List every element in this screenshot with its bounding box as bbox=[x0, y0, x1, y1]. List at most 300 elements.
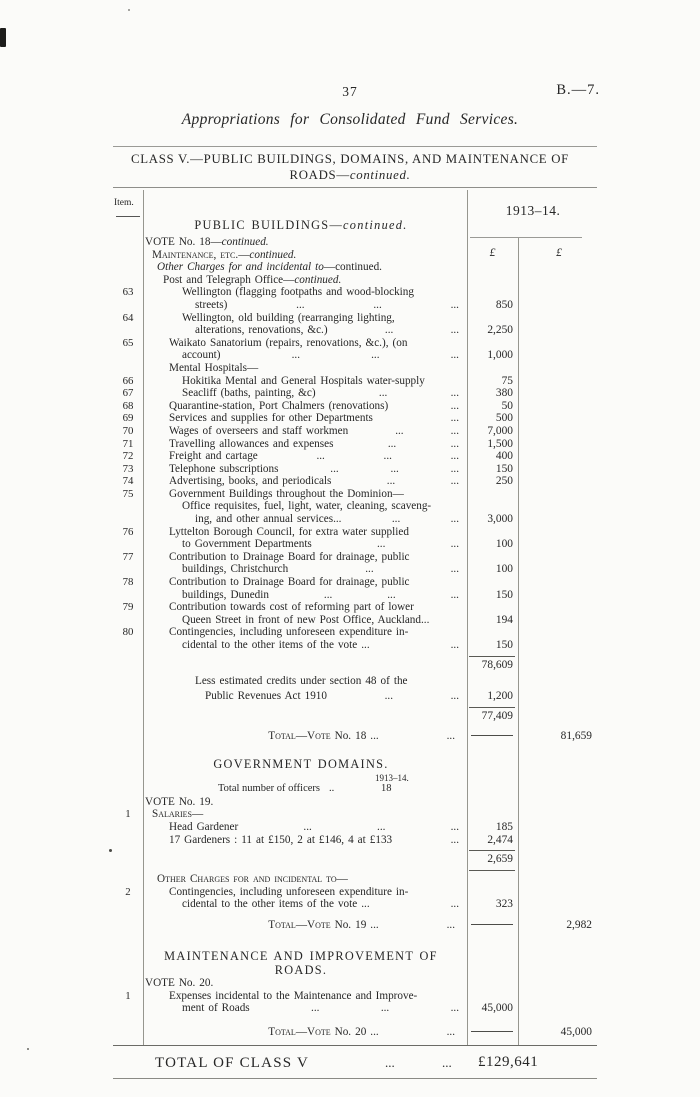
text-segment: Public Revenues Act 1910 bbox=[205, 690, 327, 703]
line-content bbox=[195, 675, 459, 688]
row-text bbox=[143, 412, 467, 425]
text-segment: No. 20 ... bbox=[330, 1025, 379, 1038]
leader-dots: ... bbox=[296, 298, 305, 311]
leader-dots: ... bbox=[303, 820, 312, 833]
table-row-item bbox=[113, 990, 630, 1003]
leader-dots: ... bbox=[383, 450, 392, 463]
text-segment: Other Charges for and incidental to bbox=[157, 261, 324, 274]
line-text bbox=[169, 400, 388, 413]
text-segment: Other Charges for and incidental to bbox=[157, 873, 337, 886]
row-text bbox=[143, 551, 467, 564]
line-text bbox=[182, 898, 370, 911]
leader-dots: ... bbox=[450, 690, 459, 703]
amount-col1: 75 bbox=[501, 374, 513, 387]
text-segment: Contribution towards cost of reforming part of lower bbox=[169, 601, 414, 614]
subtotal-row bbox=[113, 710, 630, 723]
row-text bbox=[143, 286, 467, 299]
line-text bbox=[182, 538, 312, 551]
row-text bbox=[143, 964, 467, 977]
text-segment: to Government Departments bbox=[182, 538, 312, 551]
amount-col1: 400 bbox=[495, 450, 513, 463]
amount-col1: 2,659 bbox=[487, 853, 513, 866]
row-text bbox=[143, 675, 467, 688]
row-text bbox=[143, 526, 467, 539]
table-row-item bbox=[113, 299, 630, 312]
line-text bbox=[195, 299, 227, 312]
line-text bbox=[182, 375, 425, 388]
row-text bbox=[143, 949, 467, 964]
line-content bbox=[169, 463, 459, 476]
row-text bbox=[143, 299, 467, 312]
table-row-item bbox=[113, 589, 630, 602]
leader-dots: ... bbox=[385, 1055, 395, 1070]
line-content bbox=[182, 312, 459, 325]
text-segment: continued. bbox=[221, 236, 269, 248]
line-content bbox=[169, 337, 459, 350]
text-segment: No. 19 ... bbox=[330, 918, 379, 931]
line-content bbox=[182, 538, 459, 551]
text-segment: Waikato Sanatorium (repairs, renovations, &c.), (on bbox=[169, 336, 408, 349]
scan-artifact bbox=[27, 1048, 29, 1050]
table-row-item bbox=[113, 425, 630, 438]
officers-year: 1913–14. bbox=[375, 772, 409, 783]
text-segment: MAINTENANCE AND IMPROVEMENT OF bbox=[164, 948, 438, 963]
row-text bbox=[143, 438, 467, 451]
amount-col1 bbox=[467, 918, 518, 932]
class-heading-line2: ROADS—continued. bbox=[289, 168, 411, 182]
total-dash bbox=[471, 924, 513, 925]
line-text bbox=[182, 286, 414, 299]
text-segment: Total—Vote bbox=[268, 918, 331, 931]
leader-dots: ... bbox=[365, 563, 374, 576]
table-row bbox=[113, 236, 630, 249]
line-text bbox=[169, 438, 333, 451]
row-text bbox=[143, 261, 467, 274]
table-row bbox=[113, 274, 630, 287]
table-row-item bbox=[113, 898, 630, 911]
leader-dots: ... bbox=[446, 918, 455, 931]
line-text bbox=[169, 488, 404, 501]
item-number: 78 bbox=[122, 576, 134, 589]
item-number: 80 bbox=[122, 626, 134, 639]
line-text bbox=[169, 601, 414, 614]
text-segment: Total—Vote bbox=[268, 729, 331, 742]
row-text bbox=[143, 589, 467, 602]
leader-dots: ... bbox=[450, 424, 459, 437]
leader-dots: ... bbox=[384, 324, 394, 337]
amount-col1: 50 bbox=[501, 399, 513, 412]
page-number: 37 bbox=[342, 84, 358, 99]
horizontal-rule bbox=[113, 1045, 597, 1046]
amount-col2: 2,982 bbox=[566, 918, 592, 931]
line-text bbox=[195, 513, 341, 526]
text-segment: Telephone subscriptions bbox=[169, 462, 279, 475]
text-segment: streets) bbox=[195, 298, 228, 311]
leader-dots: ... bbox=[450, 437, 459, 450]
line-text bbox=[195, 675, 408, 688]
subtotal-row bbox=[113, 853, 630, 866]
amount-col1: 323 bbox=[495, 898, 513, 911]
line-content bbox=[152, 808, 459, 821]
table-row-item bbox=[113, 614, 630, 627]
leader-dots: ... bbox=[450, 820, 459, 833]
currency-symbol: £ bbox=[556, 247, 562, 259]
amount-col1: 45,000 bbox=[481, 1002, 513, 1015]
row-text bbox=[143, 337, 467, 350]
line-content bbox=[182, 1002, 459, 1015]
amount-col1: 850 bbox=[495, 298, 513, 311]
text-segment: Wellington (flagging footpaths and wood-blocking bbox=[182, 286, 414, 299]
leader-dots: ... bbox=[450, 513, 459, 526]
item-number: 72 bbox=[122, 450, 134, 463]
amount-col1: 78,609 bbox=[481, 658, 513, 671]
document-reference: B.—7. bbox=[556, 82, 600, 98]
item-number: 1 bbox=[125, 989, 131, 1002]
line-content bbox=[169, 886, 459, 899]
table-body bbox=[113, 190, 630, 1043]
row-text bbox=[143, 475, 467, 488]
table-row-item bbox=[113, 1002, 630, 1015]
text-segment: Freight and cartage bbox=[169, 450, 258, 463]
table-row-item bbox=[113, 324, 630, 337]
line-content bbox=[169, 400, 459, 413]
line-content bbox=[205, 690, 459, 703]
text-segment: Wages of overseers and staff workmen bbox=[169, 424, 349, 437]
leader-dots: ... bbox=[450, 450, 459, 463]
text-segment: Total—Vote bbox=[268, 1025, 331, 1038]
leader-dots: ... bbox=[450, 462, 459, 475]
row-text bbox=[143, 312, 467, 325]
line-content bbox=[169, 821, 459, 834]
line-content bbox=[169, 425, 459, 438]
amount-col1: 500 bbox=[495, 412, 513, 425]
text-segment: Contingencies, including unforeseen expenditure in- bbox=[169, 626, 409, 639]
leader-dots: ... bbox=[387, 588, 396, 601]
vote-total-row bbox=[113, 918, 630, 932]
line-text bbox=[182, 614, 429, 627]
appropriations-table bbox=[113, 190, 630, 1045]
line-content bbox=[182, 639, 459, 652]
table-row-item bbox=[113, 626, 630, 639]
line-content bbox=[182, 375, 459, 388]
item-number: 66 bbox=[122, 374, 134, 387]
line-text bbox=[169, 551, 410, 564]
line-text bbox=[182, 387, 316, 400]
text-segment: Expenses incidental to the Maintenance and Improve- bbox=[169, 989, 418, 1002]
row-text bbox=[143, 834, 467, 847]
amount-col1: 194 bbox=[495, 613, 513, 626]
text-segment: Contribution to Drainage Board for drainage, public bbox=[169, 576, 410, 589]
table-row-item bbox=[113, 690, 630, 703]
table-row bbox=[113, 977, 630, 990]
text-segment: VOTE No. 20. bbox=[145, 976, 214, 989]
line-text bbox=[169, 834, 392, 847]
text-segment: — bbox=[336, 873, 348, 886]
line-content bbox=[169, 576, 459, 589]
text-segment: 17 Gardeners : 11 at £150, 2 at £146, 4 at £133 bbox=[169, 833, 393, 846]
officers-label: Total number of officers bbox=[218, 782, 320, 794]
text-segment: — bbox=[238, 248, 250, 261]
item-number: 75 bbox=[122, 487, 134, 500]
line-text bbox=[152, 808, 203, 821]
table-row-item bbox=[113, 513, 630, 526]
table-row-item bbox=[113, 488, 630, 501]
table-row-item bbox=[113, 375, 630, 388]
line-text bbox=[169, 475, 331, 488]
row-text bbox=[143, 626, 467, 639]
row-text bbox=[143, 450, 467, 463]
section-heading-row bbox=[113, 964, 630, 977]
row-text bbox=[143, 218, 467, 233]
leader-dots: ... bbox=[316, 450, 325, 463]
row-text bbox=[143, 513, 467, 526]
table-row bbox=[113, 261, 630, 274]
subtotal-rule bbox=[113, 868, 630, 873]
line-text bbox=[182, 639, 370, 652]
subtotal-rule bbox=[113, 654, 630, 659]
row-text bbox=[143, 614, 467, 627]
line-text bbox=[169, 412, 373, 425]
line-text bbox=[169, 990, 417, 1003]
table-row-item bbox=[113, 886, 630, 899]
item-number: 64 bbox=[122, 311, 134, 324]
line-text bbox=[169, 626, 408, 639]
line-text bbox=[169, 337, 407, 350]
line-content bbox=[195, 299, 459, 312]
row-text bbox=[143, 375, 467, 388]
leader-dots: ... bbox=[450, 399, 459, 412]
table-row-item bbox=[113, 286, 630, 299]
item-number: 70 bbox=[122, 424, 134, 437]
row-text bbox=[143, 886, 467, 899]
table-row-item bbox=[113, 438, 630, 451]
line-content bbox=[169, 601, 459, 614]
table-row-item bbox=[113, 834, 630, 847]
amount-col1: 100 bbox=[495, 538, 513, 551]
item-number: 69 bbox=[122, 412, 134, 425]
section-heading-row bbox=[113, 757, 630, 772]
item-number: 2 bbox=[125, 885, 131, 898]
item-number: 73 bbox=[122, 462, 134, 475]
scan-artifact bbox=[0, 28, 6, 47]
row-text bbox=[143, 387, 467, 400]
text-segment: GOVERNMENT DOMAINS. bbox=[213, 756, 389, 771]
text-segment: cidental to the other items of the vote ... bbox=[182, 898, 370, 911]
amount-col1 bbox=[467, 1025, 518, 1039]
text-segment: Services and supplies for other Departments bbox=[169, 412, 373, 425]
item-column-header: Item. bbox=[114, 198, 134, 208]
text-segment: Wellington, old building (rearranging lighting, bbox=[182, 311, 395, 324]
horizontal-rule bbox=[113, 1078, 597, 1079]
table-row bbox=[113, 796, 630, 809]
line-text bbox=[195, 324, 328, 337]
table-row-item bbox=[113, 601, 630, 614]
line-content bbox=[169, 526, 459, 539]
line-content bbox=[169, 488, 459, 501]
leader-dots: ... bbox=[390, 462, 399, 475]
scan-artifact bbox=[109, 849, 112, 852]
document-title: Appropriations for Consolidated Fund Services. bbox=[181, 111, 519, 128]
table-row-item bbox=[113, 821, 630, 834]
text-segment: Contribution to Drainage Board for drainage, public bbox=[169, 550, 410, 563]
text-segment: buildings, Dunedin bbox=[182, 588, 269, 601]
amount-col1: 3,000 bbox=[487, 513, 513, 526]
class-heading-line1: CLASS V.—PUBLIC BUILDINGS, DOMAINS, AND MAINTENANCE OF bbox=[131, 152, 569, 166]
amount-col1: 150 bbox=[495, 639, 513, 651]
line-content bbox=[182, 500, 459, 513]
item-number: 1 bbox=[125, 808, 131, 821]
item-number: 68 bbox=[122, 399, 134, 412]
amount-col2: 45,000 bbox=[560, 1025, 592, 1038]
line-text bbox=[169, 450, 258, 463]
table-row-item bbox=[113, 639, 630, 652]
leader-dots: ... bbox=[446, 729, 455, 742]
line-content bbox=[195, 513, 459, 526]
text-segment: alterations, renovations, &c.) bbox=[195, 324, 328, 337]
table-row-item bbox=[113, 551, 630, 564]
amount-col2: 81,659 bbox=[560, 729, 592, 742]
text-segment: Queen Street in front of new Post Office, Auckland... bbox=[182, 613, 430, 626]
text-segment: VOTE No. 18— bbox=[145, 236, 222, 248]
leader-dots: ... bbox=[311, 1002, 320, 1015]
line-text bbox=[182, 563, 288, 576]
row-text bbox=[143, 349, 467, 362]
line-text bbox=[182, 349, 221, 362]
row-text bbox=[143, 236, 467, 249]
row-text bbox=[143, 729, 467, 743]
text-segment: Government Buildings throughout the Dominion— bbox=[169, 487, 404, 500]
text-segment: Seacliff (baths, painting, &c) bbox=[182, 387, 316, 400]
text-segment: buildings, Christchurch bbox=[182, 563, 289, 576]
row-text bbox=[143, 1002, 467, 1015]
amount-col1: 77,409 bbox=[481, 709, 513, 722]
leader-dots: ... bbox=[384, 690, 393, 703]
line-content bbox=[169, 990, 459, 1003]
leader-dots: ... bbox=[377, 538, 386, 551]
line-content bbox=[169, 362, 459, 375]
leader-dots: ... bbox=[378, 387, 388, 400]
item-number: 67 bbox=[122, 387, 134, 400]
text-segment: continued. bbox=[343, 218, 408, 232]
text-segment: ROADS. bbox=[274, 962, 328, 977]
row-text bbox=[143, 757, 467, 772]
amount-col1: 150 bbox=[495, 588, 513, 601]
line-text bbox=[169, 821, 238, 834]
currency-symbol: £ bbox=[489, 247, 496, 259]
officers-count-row bbox=[113, 774, 630, 796]
table-row-item bbox=[113, 526, 630, 539]
amount-col1: 2,474 bbox=[487, 833, 513, 846]
text-segment: — bbox=[192, 808, 204, 821]
row-text bbox=[143, 918, 467, 932]
text-segment: Contingencies, including unforeseen expenditure in- bbox=[169, 885, 409, 898]
line-text bbox=[169, 425, 348, 438]
line-content bbox=[169, 475, 459, 488]
text-segment: Head Gardener bbox=[169, 820, 239, 833]
row-text bbox=[143, 796, 467, 809]
line-text bbox=[169, 526, 409, 539]
row-text bbox=[143, 1025, 467, 1039]
leader-dots: ... bbox=[387, 437, 397, 450]
table-row bbox=[113, 249, 630, 262]
item-number: 65 bbox=[122, 336, 134, 349]
row-text bbox=[143, 362, 467, 375]
row-text bbox=[143, 425, 467, 438]
line-content bbox=[169, 412, 459, 425]
table-row-item bbox=[113, 400, 630, 413]
leader-dots: ... bbox=[371, 349, 380, 362]
table-row-item bbox=[113, 576, 630, 589]
line-text bbox=[169, 886, 408, 899]
leader-dots: ... bbox=[450, 349, 459, 362]
class-total-label: TOTAL OF CLASS V bbox=[155, 1055, 309, 1071]
text-segment: ment of Roads bbox=[182, 1002, 250, 1015]
horizontal-rule bbox=[113, 187, 597, 188]
line-content bbox=[169, 834, 459, 847]
table-row-item bbox=[113, 675, 630, 688]
vote-total-row bbox=[113, 1025, 630, 1039]
text-segment: account) bbox=[182, 349, 221, 362]
leader-dots: ... bbox=[450, 475, 459, 488]
amount-col1 bbox=[467, 729, 518, 743]
row-text bbox=[143, 639, 467, 652]
leader-dots: ... bbox=[450, 412, 459, 425]
leader-dots: ... bbox=[450, 298, 459, 311]
item-number: 76 bbox=[122, 525, 134, 538]
text-segment: ing, and other annual services... bbox=[195, 513, 342, 526]
text-segment: Mental Hospitals— bbox=[169, 361, 259, 374]
line-text bbox=[205, 690, 327, 703]
table-row-item bbox=[113, 463, 630, 476]
class-total-amount: £129,641 bbox=[478, 1054, 539, 1070]
table-row-item bbox=[113, 312, 630, 325]
leader-dots: ... bbox=[450, 588, 459, 601]
row-text bbox=[143, 808, 467, 821]
item-number: 74 bbox=[122, 475, 134, 488]
line-content bbox=[169, 626, 459, 639]
line-text bbox=[182, 500, 431, 513]
line-content bbox=[182, 898, 459, 911]
line-content bbox=[182, 589, 459, 602]
table-row-item bbox=[113, 362, 630, 375]
text-segment: Less estimated credits under section 48 of the bbox=[195, 674, 408, 687]
line-text bbox=[169, 463, 278, 476]
leader-dots: ... bbox=[380, 1002, 390, 1015]
line-text bbox=[182, 589, 269, 602]
line-text bbox=[169, 576, 410, 589]
table-row-item bbox=[113, 387, 630, 400]
line-content bbox=[182, 614, 459, 627]
horizontal-rule bbox=[113, 146, 597, 147]
row-text bbox=[143, 463, 467, 476]
row-text bbox=[143, 821, 467, 834]
row-text bbox=[143, 500, 467, 513]
text-segment: Hokitika Mental and General Hospitals water-supply bbox=[182, 374, 425, 387]
leader-dots: ... bbox=[442, 1055, 452, 1070]
table-row-item bbox=[113, 808, 630, 821]
table-row-item bbox=[113, 538, 630, 551]
subtotal-row bbox=[113, 659, 630, 672]
leader-dots: ... bbox=[450, 387, 459, 400]
text-segment: VOTE No. 19. bbox=[145, 795, 214, 808]
item-number: 77 bbox=[122, 550, 134, 563]
text-segment: No. 18 ... bbox=[330, 729, 379, 742]
leader-dots: ... bbox=[446, 1025, 455, 1038]
amount-col1: 7,000 bbox=[487, 424, 513, 437]
total-dash bbox=[471, 735, 513, 736]
amount-col1: 1,000 bbox=[487, 349, 513, 362]
row-text bbox=[143, 274, 467, 287]
